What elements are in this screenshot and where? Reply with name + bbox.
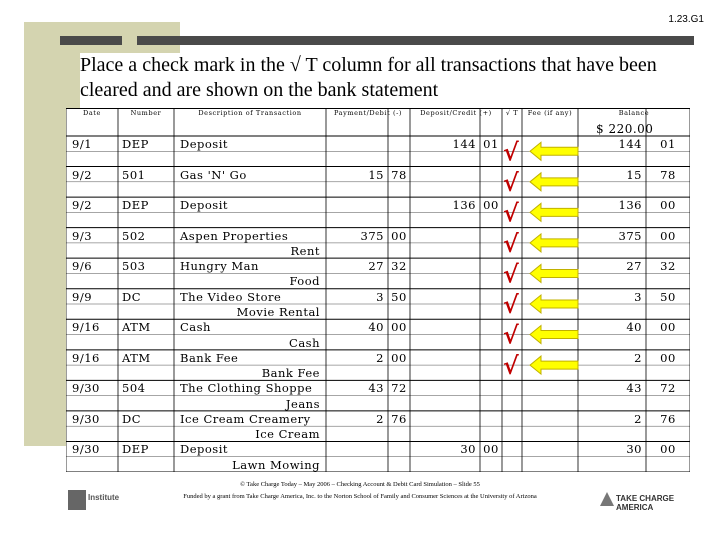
row-balance-cents: 78	[660, 167, 676, 182]
row-note: Ice Cream	[255, 427, 320, 442]
check-mark: √	[503, 137, 519, 167]
row-payment-cents: 72	[391, 381, 407, 396]
row-balance-cents: 01	[660, 137, 676, 151]
row-date: 9/16	[72, 350, 100, 365]
row-balance-cents: 32	[660, 259, 676, 274]
row-number: 503	[122, 259, 146, 274]
check-mark: √	[503, 290, 519, 319]
row-payment-cents: 32	[391, 259, 407, 274]
row-balance-cents: 00	[660, 198, 676, 213]
row-date: 9/6	[72, 259, 93, 274]
row-number: DEP	[122, 198, 149, 213]
row-number: ATM	[122, 320, 151, 335]
row-note: Jeans	[285, 396, 320, 411]
row-number: ATM	[122, 350, 151, 365]
row-payment-dollars: 40	[368, 320, 384, 335]
row-description: Deposit	[180, 442, 229, 457]
row-number: 501	[122, 167, 146, 182]
row-description: The Video Store	[180, 289, 282, 304]
row-deposit-cents: 00	[483, 198, 499, 213]
row-date: 9/9	[72, 289, 93, 304]
take-charge-america-text: TAKE CHARGE AMERICA	[616, 494, 675, 512]
row-balance-cents: 00	[660, 320, 676, 335]
row-date: 9/3	[72, 228, 93, 243]
row-description: Deposit	[180, 137, 229, 151]
row-date: 9/1	[72, 137, 93, 151]
header-bar-notch	[122, 36, 137, 45]
row-number: DC	[122, 289, 142, 304]
row-date: 9/30	[72, 442, 100, 457]
footer-funding: Funded by a grant from Take Charge America, Inc. to the Norton School of Family and Consumer Sciences at the University of Arizona	[183, 493, 537, 500]
row-payment-cents: 00	[391, 228, 407, 243]
row-deposit-cents: 00	[483, 442, 499, 457]
row-balance-dollars: 2	[634, 350, 642, 365]
row-date: 9/30	[72, 381, 100, 396]
row-balance-cents: 50	[660, 289, 676, 304]
take-charge-america-icon	[600, 492, 614, 506]
row-payment-dollars: 2	[376, 350, 384, 365]
row-balance-dollars: 144	[618, 137, 642, 151]
row-balance-dollars: 30	[626, 442, 642, 457]
row-balance-cents: 76	[660, 411, 676, 426]
row-balance-dollars: 43	[626, 381, 642, 396]
row-balance-cents: 00	[660, 228, 676, 243]
check-mark: √	[503, 228, 519, 258]
row-description: Bank Fee	[180, 350, 239, 365]
row-note: Bank Fee	[261, 366, 320, 381]
row-description: Cash	[180, 320, 211, 335]
row-description: The Clothing Shoppe	[180, 381, 313, 396]
row-date: 9/2	[72, 198, 93, 213]
row-payment-cents: 76	[391, 411, 407, 426]
row-payment-cents: 78	[391, 167, 407, 182]
header-number: Number	[130, 109, 162, 117]
row-balance-cents: 00	[660, 350, 676, 365]
row-deposit-dollars: 144	[452, 137, 476, 151]
row-payment-dollars: 43	[368, 381, 384, 396]
row-payment-cents: 00	[391, 320, 407, 335]
check-mark: √	[503, 320, 519, 350]
row-deposit-dollars: 136	[452, 198, 476, 213]
row-description: Gas 'N' Go	[180, 167, 247, 182]
row-date: 9/30	[72, 411, 100, 426]
row-number: 502	[122, 228, 146, 243]
row-number: DEP	[122, 442, 149, 457]
take-charge-america-logo	[600, 492, 700, 512]
header-payment: Payment/Debit (-)	[333, 109, 403, 117]
row-balance-dollars: 27	[626, 259, 642, 274]
row-deposit-cents: 01	[483, 137, 499, 151]
row-description: Ice Cream Creamery	[180, 411, 311, 426]
row-date: 9/16	[72, 320, 100, 335]
row-note: Movie Rental	[236, 305, 320, 319]
row-description: Deposit	[180, 198, 229, 213]
header-check: √ T	[505, 109, 519, 117]
row-number: 504	[122, 381, 146, 396]
header-balance: Balance	[618, 109, 650, 117]
row-number: DC	[122, 411, 142, 426]
check-mark: √	[503, 167, 519, 197]
check-register-table	[66, 108, 690, 472]
check-mark: √	[503, 351, 519, 381]
row-number: DEP	[122, 137, 149, 151]
header-deposit: Deposit/Credit (+)	[420, 109, 492, 117]
check-mark: √	[503, 259, 519, 289]
row-payment-dollars: 27	[368, 259, 384, 274]
row-balance-dollars: 40	[626, 320, 642, 335]
row-note: Food	[289, 274, 320, 289]
row-payment-cents: 00	[391, 350, 407, 365]
row-payment-dollars: 375	[360, 228, 384, 243]
row-payment-dollars: 15	[368, 167, 384, 182]
row-balance-dollars: 2	[634, 411, 642, 426]
institute-logo-text: Institute	[88, 493, 120, 502]
row-note: Cash	[289, 335, 320, 350]
header-description: Description of Transaction	[198, 109, 302, 117]
row-balance-dollars: 375	[618, 228, 642, 243]
header-fee: Fee (if any)	[527, 109, 573, 117]
row-balance-cents: 72	[660, 381, 676, 396]
footer-credit: © Take Charge Today – May 2006 – Checking Account & Debit Card Simulation – Slide 55	[240, 481, 480, 488]
row-payment-dollars: 2	[376, 411, 384, 426]
opening-balance: $ 220.00	[596, 122, 654, 136]
row-balance-cents: 00	[660, 442, 676, 457]
row-note: Rent	[290, 243, 320, 258]
slide-number: 1.23.G1	[668, 14, 704, 25]
header-date: Date	[83, 109, 101, 117]
row-payment-cents: 50	[391, 289, 407, 304]
slide-title: Place a check mark in the √ T column for all transactions that have been cleared and are shown on the bank statement	[80, 53, 690, 109]
row-payment-dollars: 3	[376, 289, 384, 304]
row-balance-dollars: 136	[618, 198, 642, 213]
row-description: Hungry Man	[180, 259, 259, 274]
row-balance-dollars: 15	[626, 167, 642, 182]
row-date: 9/2	[72, 167, 93, 182]
institute-logo	[68, 490, 120, 510]
row-note: Lawn Mowing	[232, 457, 320, 472]
row-deposit-dollars: 30	[460, 442, 476, 457]
check-mark: √	[503, 198, 519, 228]
row-description: Aspen Properties	[180, 228, 289, 243]
institute-badge-icon	[68, 490, 86, 510]
row-balance-dollars: 3	[634, 289, 642, 304]
header-bar	[60, 36, 694, 45]
